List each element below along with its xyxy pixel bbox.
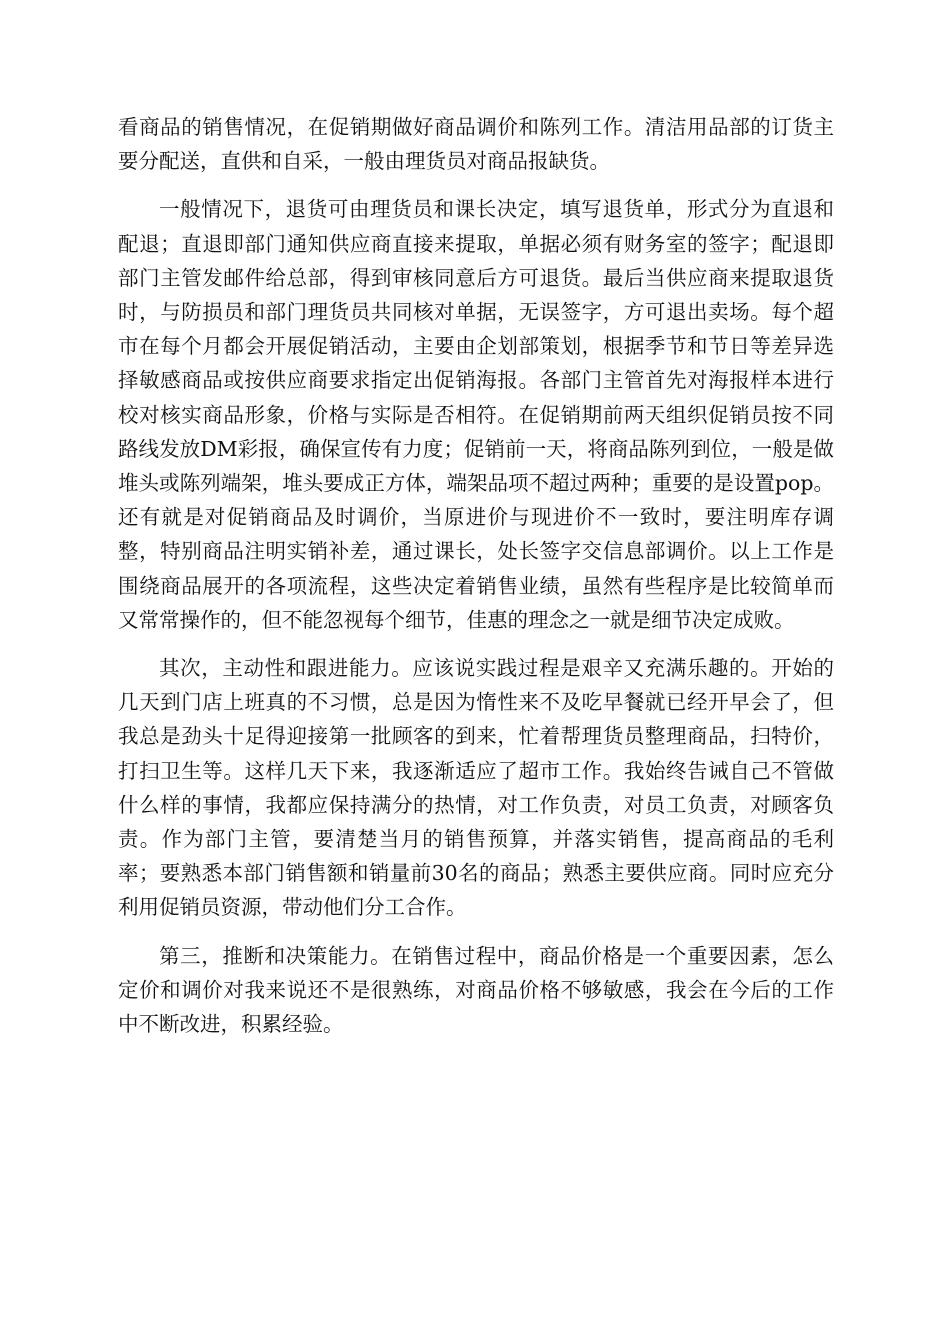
paragraph-3: 其次，主动性和跟进能力。应该说实践过程是艰辛又充满乐趣的。开始的几天到门店上班真的不习惯，总是因为惰性来不及吃早餐就已经开早会了，但我总是劲头十足得迎接第一批顾客的到来，忙着帮理货员整理商品，扫特价，打扫卫生等。这样几天下来，我逐渐适应了超市工作。我始终告诫自己不管做什么样的事情，我都应保持满分的热情，对工作负责，对员工负责，对顾客负责。作为部门主管，要清楚当月的销售预算，并落实销售，提高商品的毛利率；要熟悉本部门销售额和销量前30名的商品；熟悉主要供应商。同时应充分利用促销员资源，带动他们分工合作。 [118, 656, 834, 920]
paragraph-2: 一般情况下，退货可由理货员和课长决定，填写退货单，形式分为直退和配退；直退即部门通知供应商直接来提取，单据必须有财务室的签字；配退即部门主管发邮件给总部，得到审核同意后方可退货。最后当供应商来提取退货时，与防损员和部门理货员共同核对单据，无误签字，方可退出卖场。每个超市在每个月都会开展促销活动，主要由企划部策划，根据季节和节日等差异选择敏感商品或按供应商要求指定出促销海报。各部门主管首先对海报样本进行校对核实商品形象，价格与实际是否相符。在促销期前两天组织促销员按不同路线发放DM彩报，确保宣传有力度；促销前一天，将商品陈列到位，一般是做堆头或陈列端架，堆头要成正方体，端架品项不超过两种；重要的是设置pop。还有就是对促销商品及时调价，当原进价与现进价不一致时，要注明库存调整，特别商品注明实销补差，通过课长，处长签字交信息部调价。以上工作是围绕商品展开的各项流程，这些决定着销售业绩，虽然有些程序是比较简单而又常常操作的，但不能忽视每个细节，佳惠的理念之一就是细节决定成败。 [118, 197, 834, 632]
document-body [118, 110, 834, 1041]
paragraph-1: 看商品的销售情况，在促销期做好商品调价和陈列工作。清洁用品部的订货主要分配送，直供和自采，一般由理货员对商品报缺货。 [118, 115, 834, 174]
paragraph-4: 第三，推断和决策能力。在销售过程中，商品价格是一个重要因素，怎么定价和调价对我来说还不是很熟练，对商品价格不够敏感，我会在今后的工作中不断改进，积累经验。 [118, 943, 834, 1037]
